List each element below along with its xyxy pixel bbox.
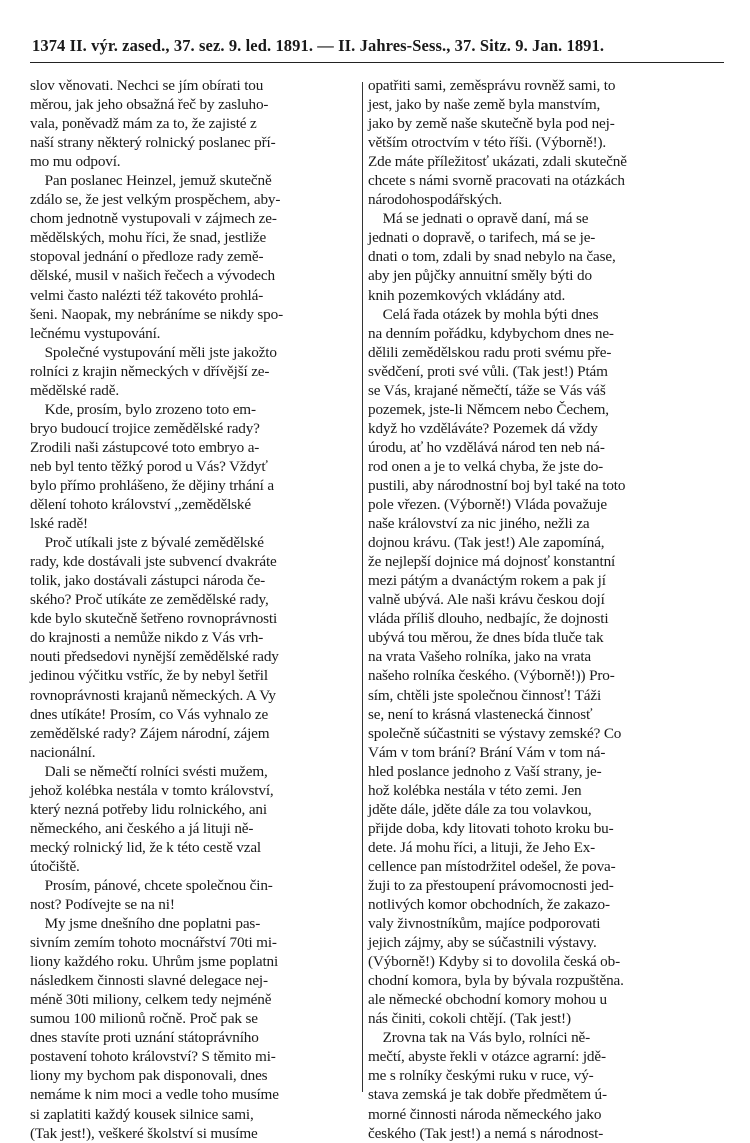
text-line: jednati o dopravě, o tarifech, má se je- <box>368 229 596 247</box>
text-line: nemáme k nim moci a vedle toho musíme <box>30 1086 279 1104</box>
column-divider <box>362 82 363 1092</box>
text-line: chom jednotně vystupovali v zájmech ze- <box>30 210 277 228</box>
text-line: národohospodářských. <box>368 191 503 209</box>
text-line: šeni. Naopak, my nebráníme se nikdy spo- <box>30 305 283 323</box>
text-line: Vám v tom brání? Brání Vám v tom ná- <box>368 743 606 761</box>
text-line: postavení tohoto království? S těmito mi- <box>30 1048 276 1066</box>
text-line: větším otroctvím v této říši. (Výborně!). <box>368 134 607 152</box>
text-line: pustili, aby národnostní boj byl také na toto <box>368 476 626 494</box>
text-line: Proč utíkali jste z bývalé zemědělské <box>30 534 264 552</box>
text-line: zdálo se, že jest velkým prospěchem, aby- <box>30 191 281 209</box>
text-line: dělské, musil v našich řečech a vývodech <box>30 267 275 285</box>
text-line: (Výborně!) Kdyby si to dovolila česká ob- <box>368 953 620 971</box>
text-line: Má se jednati o opravě daní, má se <box>368 210 589 228</box>
text-line: mečtí, abyste řekli v otázce agrarní: jdě- <box>368 1048 606 1066</box>
text-line: dělení tohoto království ,,zemědělské <box>30 496 251 514</box>
text-line: Celá řada otázek by mohla býti dnes <box>368 305 599 323</box>
text-line: ale německé obchodní komory mohou u <box>368 991 607 1009</box>
text-line: na vrata Vašeho rolníka, jako na vrata <box>368 648 592 666</box>
text-line: přijde doba, kdy litovati tohoto kroku bu- <box>368 819 614 837</box>
text-line: jako by země naše skutečně byla pod nej- <box>368 115 615 133</box>
text-line: českého (Tak jest!) a nemá s národnost- <box>368 1124 604 1142</box>
text-line: mědělských, mohu říci, že snad, jestliže <box>30 229 267 247</box>
text-line: žuji to za přestoupení právomocnosti jed- <box>368 876 614 894</box>
text-line: rolníci z krajin německých v dřívější ze- <box>30 362 270 380</box>
text-line: morné činnosti národa německého jako <box>368 1105 602 1123</box>
text-line: pole vřezen. (Výborně!) Vláda považuje <box>368 496 608 514</box>
text-line: bylo přímo prohlášeno, že dějiny trhání a <box>30 476 274 494</box>
text-line: naše království za nic jiného, nežli za <box>368 515 590 533</box>
text-line: sumou 100 milionů ročně. Proč pak se <box>30 1010 258 1028</box>
text-line: (Tak jest!), veškeré školství si musíme <box>30 1124 258 1142</box>
text-line: dělili zemědělskou radu proti svému pře- <box>368 343 612 361</box>
text-line: velmi často nalézti též takovéto prohlá- <box>30 286 264 304</box>
text-line: společně súčastniti se výstavy zemské? Co <box>368 724 622 742</box>
text-line: rady, kde dostávali jste subvencí dvakráte <box>30 553 277 571</box>
text-line: se, není to krásná vlastenecká činnosť <box>368 705 593 723</box>
text-line: stopoval jednání o předloze rady země- <box>30 248 264 266</box>
text-line: knih pozemkových vkládány atd. <box>368 286 566 304</box>
text-line: měrou, jak jeho obsažná řeč by zasluho- <box>30 96 269 114</box>
text-line: Prosím, pánové, chcete společnou čin- <box>30 876 273 894</box>
text-line: valně ubývá. Ale naši krávu českou dojí <box>368 591 605 609</box>
text-line: do krajnosti a nemůže nikdo z Vás vrh- <box>30 629 264 647</box>
text-line: stava zemská je tak dobře předmětem ú- <box>368 1086 607 1104</box>
text-line: Kde, prosím, bylo zrozeno toto em- <box>30 400 256 418</box>
text-line: liony my bychom pak disponovali, dnes <box>30 1067 268 1085</box>
text-line: dojnou krávu. (Tak jest!) Ale zapomíná, <box>368 534 605 552</box>
text-line: jejich zájmy, aby se súčastnili výstavy. <box>368 934 597 952</box>
text-line: nás činiti, cokoli chtějí. (Tak jest!) <box>368 1010 571 1028</box>
text-line: Pan poslanec Heinzel, jemuž skutečně <box>30 172 272 190</box>
text-line: dnes utíkáte! Prosím, co Vás vyhnalo ze <box>30 705 269 723</box>
text-line: Dali se němečtí rolníci svésti mužem, <box>30 762 268 780</box>
text-line: když ho vzděláváte? Pozemek dá vždy <box>368 419 598 437</box>
text-line: sím, chtěli jste společnou činnosť! Táži <box>368 686 602 704</box>
text-line: ubývá tou měrou, že dnes bída tluče tak <box>368 629 604 647</box>
text-line: nost? Podívejte se na ni! <box>30 896 175 914</box>
text-line: Zrovna tak na Vás bylo, rolníci ně- <box>368 1029 591 1047</box>
text-line: Zrodili naši zástupcové toto embryo a- <box>30 438 260 456</box>
text-line: si zaplatiti každý kousek silnice sami, <box>30 1105 254 1123</box>
text-line: nacionální. <box>30 743 96 761</box>
text-line: chodní komora, byla by bývala rozpuštěna. <box>368 972 624 990</box>
text-line: cellence pan místodržitel odešel, že pova- <box>368 857 616 875</box>
text-line: jedinou výčitku vstříc, že by nebyl šetřil <box>30 667 268 685</box>
text-line: mědělské radě. <box>30 381 119 399</box>
left-column <box>30 76 358 1143</box>
text-line: lské radě! <box>30 515 88 533</box>
text-line: aby jen půjčky annuitní směly býti do <box>368 267 592 285</box>
text-line: me s rolníky českými ruku v ruce, vý- <box>368 1067 594 1085</box>
text-line: bryo budoucí trojice zemědělské rady? <box>30 419 260 437</box>
text-line: který nezná potřeby lidu rolnického, ani <box>30 800 267 818</box>
text-line: jděte dále, jděte dále za tou volavkou, <box>368 800 592 818</box>
text-line: že nejlepší dojnice má dojnosť konstantní <box>368 553 616 571</box>
text-line: pozemek, jste-li Němcem nebo Čechem, <box>368 400 609 418</box>
text-line: opatřiti sami, zeměsprávu rovněž sami, to <box>368 77 616 94</box>
text-line: následkem činnosti slavné delegace nej- <box>30 972 268 990</box>
text-line: slov věnovati. Nechci se jím obírati tou <box>30 77 264 94</box>
text-line: jest, jako by naše země byla manstvím, <box>368 96 601 114</box>
text-line: dnes stavíte proti uznání státoprávního <box>30 1029 259 1047</box>
text-line: Společné vystupování měli jste jakožto <box>30 343 277 361</box>
page-header: 1374 II. výr. zased., 37. sez. 9. led. 1891. — II. Jahres-Sess., 37. Sitz. 9. Jan. 1891. <box>32 36 605 55</box>
text-line: My jsme dnešního dne poplatni pas- <box>30 915 261 933</box>
text-line: svědčení, proti své vůli. (Tak jest!) Ptám <box>368 362 608 380</box>
text-line: hled poslance jednoho z Vaší strany, je- <box>368 762 602 780</box>
text-line: valy živnostníkům, majíce podporovati <box>368 915 601 933</box>
text-line: dnati o tom, zdali by snad nebylo na čase, <box>368 248 616 266</box>
text-line: notlivých komor obchodních, že zakazo- <box>368 896 610 914</box>
text-line: mezi pátým a dvanáctým rokem a pak jí <box>368 572 606 590</box>
text-line: vláda příliš dlouho, nedbajíc, že dojnosti <box>368 610 609 628</box>
text-line: jehož kolébka nestála v tomto království, <box>30 781 274 799</box>
text-line: chcete s námi svorně pracovati na otázkách <box>368 172 625 190</box>
text-line: nouti předsedovi nynější zemědělské rady <box>30 648 279 666</box>
text-line: sivním zemím tohoto mocnářství 70ti mi- <box>30 934 277 952</box>
right-column <box>368 76 710 1143</box>
text-line: zemědělské rady? Zájem národní, zájem <box>30 724 270 742</box>
text-line: dete. Já mohu říci, a lituji, že Jeho Ex- <box>368 838 596 856</box>
text-line: se Vás, krajané němečtí, táže se Vás váš <box>368 381 606 399</box>
text-line: mecký rolnický lid, že k této cestě vzal <box>30 838 262 856</box>
text-line: méně 30ti miliony, celkem tedy nejméně <box>30 991 272 1009</box>
text-line: ského? Proč utíkáte ze zemědělské rady, <box>30 591 269 609</box>
text-line: rod onen a je to velká chyba, že jste do- <box>368 457 604 475</box>
text-line: úrodu, ať ho vzdělává národ ten neb ná- <box>368 438 605 456</box>
text-line: našeho rolníka českého. (Výborně!)) Pro- <box>368 667 615 685</box>
text-line: hož kolébka nestála v této zemi. Jen <box>368 781 582 799</box>
text-line: rovnoprávnosti krajanů německých. A Vy <box>30 686 276 704</box>
text-line: vala, poněvadž mám za to, že zajisté z <box>30 115 257 133</box>
text-line: Zde máte příležitosť ukázati, zdali skutečně <box>368 153 627 171</box>
text-line: útočiště. <box>30 857 80 875</box>
text-line: německého, ani českého a já lituji ně- <box>30 819 254 837</box>
text-line: lečnému vystupování. <box>30 324 161 342</box>
text-line: na denním pořádku, kdybychom dnes ne- <box>368 324 614 342</box>
text-line: liony každého roku. Uhrům jsme poplatni <box>30 953 279 971</box>
text-line: tolik, jako dostávali zástupci národa če- <box>30 572 266 590</box>
header-rule <box>30 62 724 63</box>
text-line: naší strany některý rolnický poslanec pří- <box>30 134 276 152</box>
text-line: mo mu odpoví. <box>30 153 121 171</box>
text-line: kde bylo skutečně šetřeno rovnoprávnosti <box>30 610 278 628</box>
text-line: neb byl tento těžký porod u Vás? Vždyť <box>30 457 268 475</box>
